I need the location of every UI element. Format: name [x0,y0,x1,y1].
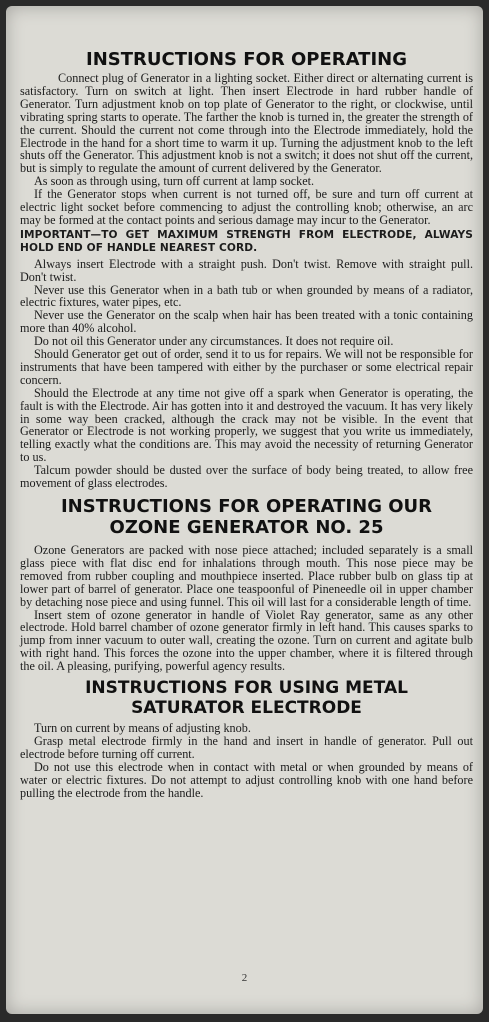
paragraph: Never use the Generator on the scalp when hair has been treated with a tonic containing more than 40% alcohol. [20,308,473,336]
heading-ozone-line2: OZONE GENERATOR NO. 25 [109,517,384,538]
heading-metal-line1: INSTRUCTIONS FOR USING METAL [85,678,408,699]
heading-metal-saturator [20,678,473,718]
paragraph: As soon as through using, turn off current at lamp socket. [34,174,315,189]
paragraph: Grasp metal electrode firmly in the hand and insert in handle of generator. Pull out electrode before turning off current. [20,733,473,761]
paragraph: Connect plug of Generator in a lighting socket. Either direct or alternating current is satisfactory. Turn on switch at light. Then insert Electrode in hard rubber handle of Generator. Turn adjustment knob on top plate of Generator to the right, or clockwise, until vibrating spring starts to operate. The farther the knob is turned in, the greater the strength of the current. Should the current not come through into the Electrode immediately, hold the Electrode in the hand for a short time to warm it up. Turning the adjustment knob to the left shuts off the Generator. This adjustment knob is not a switch; it does not shut off the current, but is simply to regulate the amount of current delivered by the Generator. [20,71,473,176]
page-content [20,50,473,800]
paragraph: Insert stem of ozone generator in handle of Violet Ray generator, same as any other electrode. Hold barrel chamber of ozone generator firmly in left hand. This causes sparks to jump from inner vacuum to outer wall, creating the ozone. Turn on current and agitate bulb with right hand. This forces the ozone into the upper chamber, where it is filtered through the oil. A pleasing, purifying, powerful agency results. [20,607,473,674]
paragraph: Ozone Generators are packed with nose piece attached; included separately is a small glass piece with flat disc end for inhalations through mouth. This nose piece may be removed from rubber coupling and mouthpiece inserted. Place rubber bulb on glass tip at lower part of barrel of generator. Place one teaspoonful of Pineneedle oil in upper chamber by detaching nose piece and using funnel. This oil will last for a considerable length of time. [20,543,473,609]
paragraph: Do not oil this Generator under any circumstances. It does not require oil. [34,334,394,349]
booklet-page [6,6,483,1014]
paragraph: Turn on current by means of adjusting knob. [34,721,251,736]
paragraph: Never use this Generator when in a bath tub or when grounded by means of a radiator, electric fixtures, water pipes, etc. [20,282,473,310]
paragraph: Do not use this electrode when in contact with metal or when grounded by means of water or electric fixtures. Do not attempt to adjust controlling knob with one hand before pulling the electrode from the handle. [20,759,473,800]
paragraph: Talcum powder should be dusted over the surface of body being treated, to allow free movement of glass electrodes. [20,463,473,491]
heading-ozone-line1: INSTRUCTIONS FOR OPERATING OUR [60,496,433,517]
paragraph: If the Generator stops when current is not turned off, be sure and turn off current at electric light socket before commencing to adjust the controlling knob; otherwise, an arc may be formed at the contact points and serious damage may incur to the Generator. [20,187,473,227]
heading-operating: INSTRUCTIONS FOR OPERATING [86,49,407,70]
paragraph: Should the Electrode at any time not give off a spark when Generator is operating, the fault is with the Electrode. Air has gotten into it and destroyed the vacuum. It has very likely in some way been cracked, although the crack may not be visible. In the event that Generator or Electrode is not working properly, we suggest that you write us immediately, telling exactly what the conditions are. This may avoid the necessity of returning Generator to us. [20,385,473,465]
page-number: 2 [241,972,248,984]
heading-ozone-generator [20,496,473,538]
paragraph: Always insert Electrode with a straight push. Don't twist. Remove with straight pull. Don't twist. [20,256,473,284]
important-notice: IMPORTANT—TO GET MAXIMUM STRENGTH FROM ELECTRODE, ALWAYS HOLD END OF HANDLE NEAREST CORD. [20,228,473,254]
paragraph: Should Generator get out of order, send it to us for repairs. We will not be responsible for instruments that have been tampered with either by the purchaser or some electrical repair concern. [20,347,473,387]
heading-metal-line2: SATURATOR ELECTRODE [131,698,362,719]
